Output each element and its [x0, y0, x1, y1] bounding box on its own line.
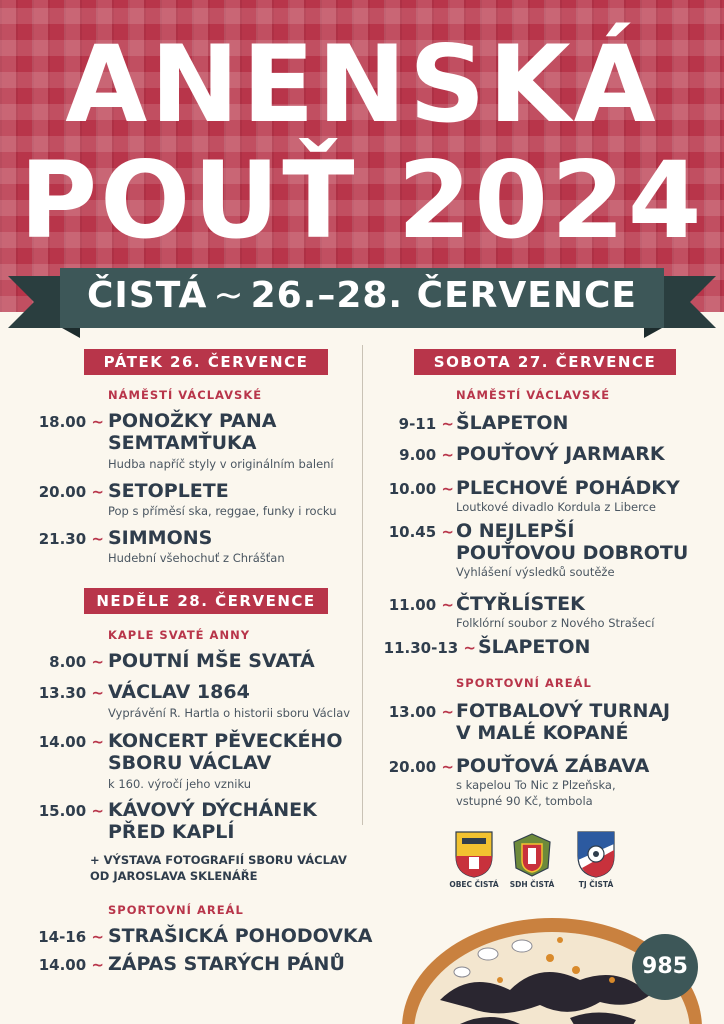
sdh-cista-emblem-icon	[510, 830, 554, 878]
event-time: 9.00	[399, 446, 437, 464]
saturday-heading: SOBOTA 27. ČERVENCE	[414, 349, 676, 375]
event-name-2: SBORU VÁCLAV	[108, 752, 272, 774]
event-name: ZÁPAS STARÝCH PÁNŮ	[108, 953, 345, 975]
event-time: 20.00	[38, 483, 87, 501]
event-tilde: ~	[91, 928, 104, 946]
sunday-venue-sport: SPORTOVNÍ AREÁL	[108, 903, 244, 917]
event-desc: Pop s příměsí ska, reggae, funky i rocku	[108, 504, 337, 518]
event-name: SIMMONS	[108, 527, 213, 549]
event-tilde: ~	[441, 446, 454, 464]
event-tilde: ~	[441, 523, 454, 541]
event-time: 20.00	[388, 758, 437, 776]
event-name-2: SEMTAMŤUKA	[108, 432, 257, 454]
event-name-2: V MALÉ KOPANÉ	[456, 722, 629, 744]
exhibition-note-2: OD JAROSLAVA SKLENÁŘE	[90, 869, 258, 883]
event-tilde: ~	[441, 480, 454, 498]
saturday-venue: NÁMĚSTÍ VÁCLAVSKÉ	[456, 388, 611, 402]
event-time: 10.00	[388, 480, 437, 498]
event-name: ŠLAPETON	[456, 412, 569, 434]
event-time: 14.00	[38, 733, 87, 751]
event-name: VÁCLAV 1864	[108, 681, 250, 703]
event-tilde: ~	[441, 596, 454, 614]
event-tilde: ~	[91, 956, 104, 974]
event-name: SETOPLETE	[108, 480, 229, 502]
event-name: KONCERT PĚVECKÉHO	[108, 730, 343, 752]
event-name: STRAŠICKÁ POHODOVKA	[108, 925, 373, 947]
event-name: PONOŽKY PANA	[108, 410, 277, 432]
event-name: ŠLAPETON	[478, 636, 591, 658]
event-time: 14.00	[38, 956, 87, 974]
exhibition-note-1: + VÝSTAVA FOTOGRAFIÍ SBORU VÁCLAV	[90, 853, 347, 867]
event-desc: Vyhlášení výsledků soutěže	[456, 565, 615, 579]
event-tilde: ~	[91, 733, 104, 751]
event-tilde: ~	[91, 530, 104, 548]
event-tilde: ~	[463, 639, 476, 657]
event-tilde: ~	[441, 758, 454, 776]
event-name: ČTYŘLÍSTEK	[456, 593, 585, 615]
event-time: 15.00	[38, 802, 87, 820]
event-time: 21.30	[38, 530, 87, 548]
event-tilde: ~	[441, 703, 454, 721]
event-desc-2: vstupné 90 Kč, tombola	[456, 794, 593, 808]
sunday-venue-chapel: KAPLE SVATÉ ANNY	[108, 628, 251, 642]
ribbon-dates: 26.–28. ČERVENCE	[250, 275, 637, 316]
event-time: 11.30-13	[383, 639, 459, 657]
sunday-heading: NEDĚLE 28. ČERVENCE	[84, 588, 328, 614]
event-time: 9-11	[398, 415, 437, 433]
event-tilde: ~	[91, 684, 104, 702]
event-name-2: PŘED KAPLÍ	[108, 821, 235, 843]
event-time: 18.00	[38, 413, 87, 431]
event-name: PLECHOVÉ POHÁDKY	[456, 477, 680, 499]
event-name: KÁVOVÝ DÝCHÁNEK	[108, 799, 317, 821]
column-divider	[362, 345, 363, 825]
event-name: FOTBALOVÝ TURNAJ	[456, 700, 671, 722]
saturday-venue-sport: SPORTOVNÍ AREÁL	[456, 676, 592, 690]
obec-cista-coat-of-arms-icon	[454, 830, 494, 878]
ribbon-place: ČISTÁ	[87, 275, 208, 316]
logo-label-obec: OBEC ČISTÁ	[449, 880, 499, 889]
event-time: 8.00	[49, 653, 87, 671]
ribbon-separator: ~	[213, 275, 245, 316]
logo-label-sdh: SDH ČISTÁ	[509, 880, 555, 889]
event-name: O NEJLEPŠÍ	[456, 520, 575, 542]
event-tilde: ~	[91, 653, 104, 671]
event-time: 13.00	[388, 703, 437, 721]
number-badge: 985	[632, 934, 698, 1000]
event-time: 13.30	[38, 684, 87, 702]
event-desc: k 160. výročí jeho vzniku	[108, 777, 252, 791]
date-ribbon	[0, 262, 724, 342]
event-desc: Folklórní soubor z Nového Strašecí	[456, 616, 655, 630]
event-desc: s kapelou To Nic z Plzeňska,	[456, 778, 616, 792]
event-time: 11.00	[388, 596, 437, 614]
event-desc: Hudební všehochuť z Chrášťan	[108, 551, 285, 565]
event-tilde: ~	[441, 415, 454, 433]
event-desc: Loutkové divadlo Kordula z Liberce	[456, 500, 656, 514]
tj-cista-football-shield-icon	[576, 830, 616, 878]
ribbon-text	[0, 275, 724, 316]
event-tilde: ~	[91, 483, 104, 501]
logo-label-tj: TJ ČISTÁ	[578, 880, 614, 889]
friday-venue: NÁMĚSTÍ VÁCLAVSKÉ	[108, 388, 263, 402]
event-tilde: ~	[91, 802, 104, 820]
event-time: 14-16	[38, 928, 87, 946]
event-name-2: POUŤOVOU DOBROTU	[456, 542, 689, 564]
event-tilde: ~	[91, 413, 104, 431]
event-desc: Vyprávění R. Hartla o historii sboru Václav	[108, 706, 351, 720]
title-line-1: ANENSKÁ	[65, 23, 659, 146]
event-name: POUŤOVÝ JARMARK	[456, 443, 665, 465]
event-desc: Hudba napříč styly v originálním balení	[108, 457, 334, 471]
event-name: POUŤOVÁ ZÁBAVA	[456, 755, 650, 777]
event-time: 10.45	[388, 523, 437, 541]
friday-heading: PÁTEK 26. ČERVENCE	[84, 349, 328, 375]
event-name: POUTNÍ MŠE SVATÁ	[108, 650, 315, 672]
title-line-2: POUŤ 2024	[19, 139, 705, 262]
